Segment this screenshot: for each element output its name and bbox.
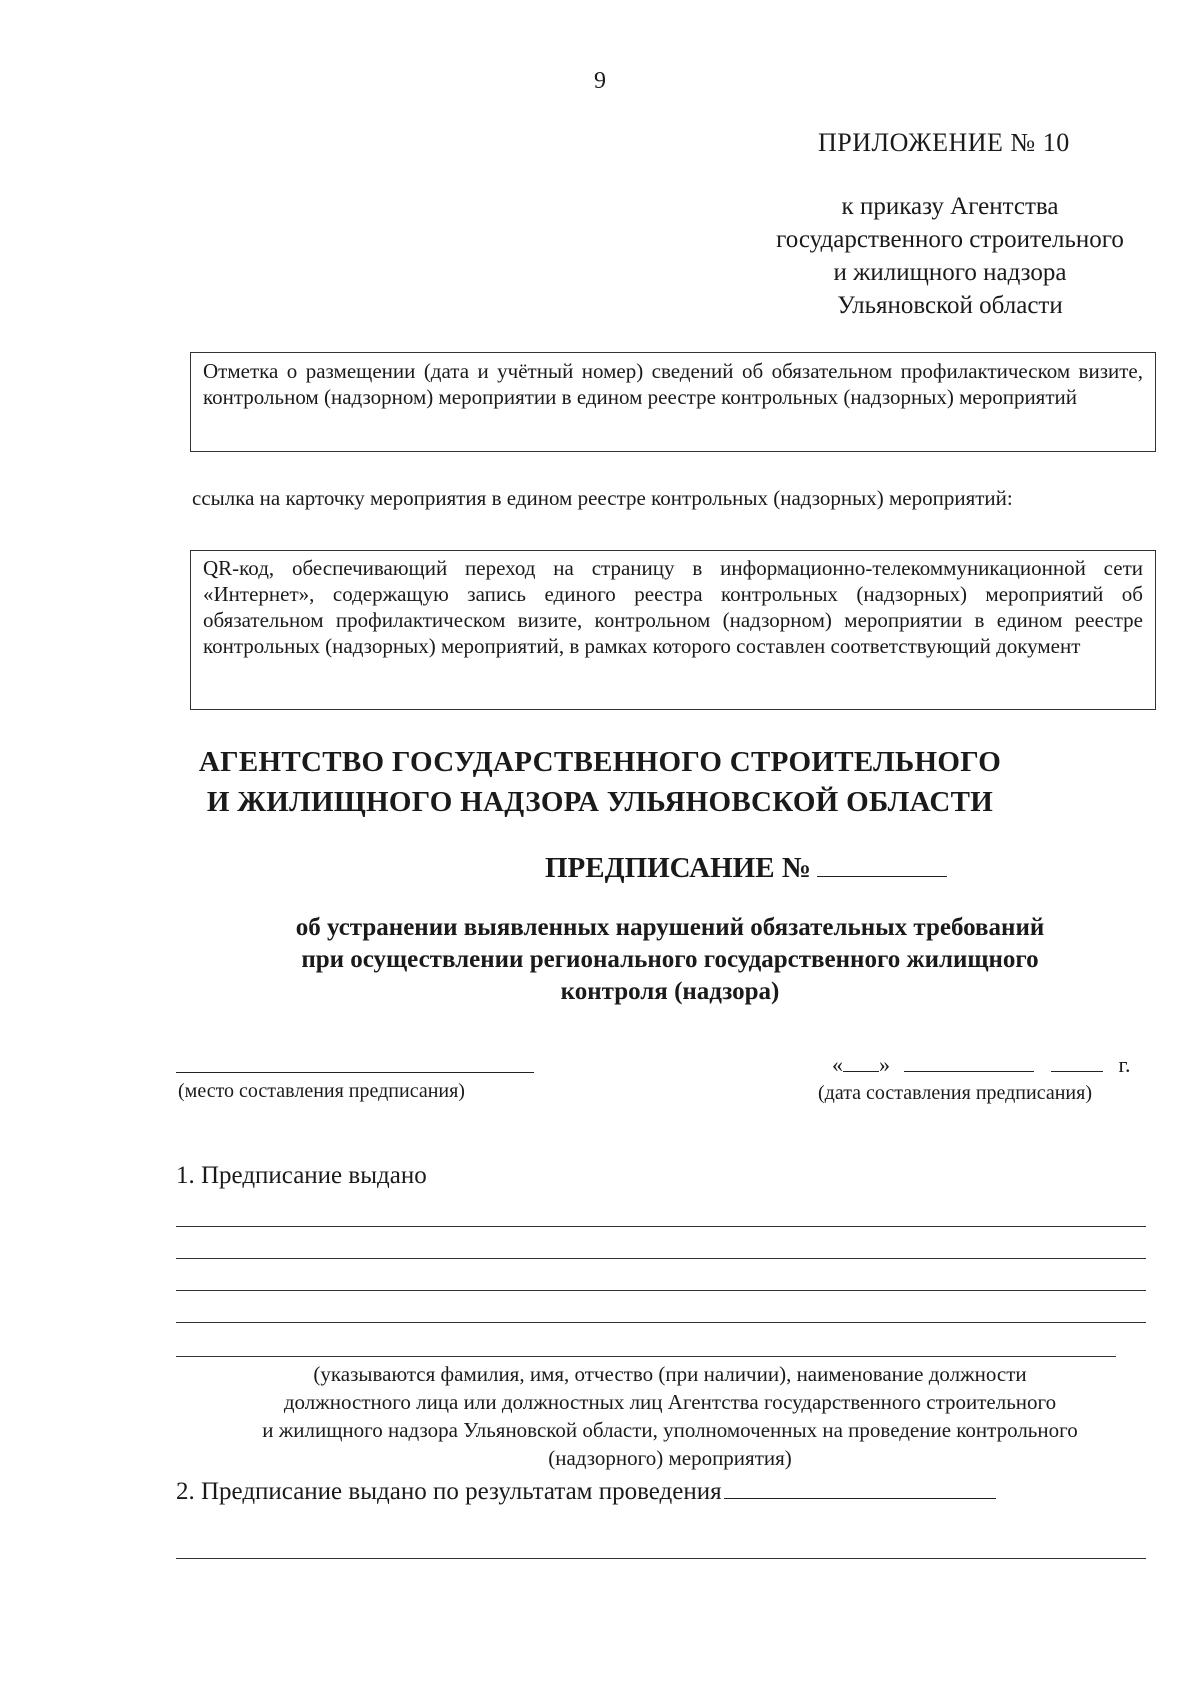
prescription-subject <box>0 912 1200 1008</box>
order-line: Ульяновской области <box>837 292 1063 319</box>
date-day-blank[interactable] <box>843 1053 879 1072</box>
prescription-title-text: ПРЕДПИСАНИЕ № <box>545 852 811 884</box>
order-line: и жилищного надзора <box>833 259 1067 286</box>
date-caption: (дата составления предписания) <box>818 1082 1092 1104</box>
qr-code-text: QR-код, обеспечивающий переход на страницу в информационно-телекоммуникационной сети «Интернет», содержащую запись единого реестра контрольных (надзорных) мероприятий об обязательном профилактическом визите, контрольном (надзорном) мероприятии в едином реестре контрольных (надзорных) мероприятий, в рамках которого составлен соответствующий документ <box>203 556 1143 658</box>
prescription-number-blank[interactable] <box>817 852 947 877</box>
item1-blank-line[interactable] <box>176 1290 1146 1291</box>
page-number: 9 <box>594 68 606 94</box>
place-blank[interactable] <box>176 1072 534 1073</box>
prescription-title <box>545 852 947 885</box>
subject-line: об устранении выявленных нарушений обязательных требований <box>295 914 1045 941</box>
qr-code-box <box>190 550 1156 710</box>
subject-line: контроля (надзора) <box>560 978 780 1005</box>
place-caption: (место составления предписания) <box>178 1080 465 1102</box>
date-open-quote: « <box>832 1052 843 1077</box>
officials-caption-line: и жилищного надзора Ульяновской области, уполномоченных на проведение контрольного <box>262 1418 1078 1442</box>
registry-mark-box <box>190 352 1156 452</box>
date-close-quote: » <box>879 1052 890 1077</box>
date-month-blank[interactable] <box>904 1053 1034 1072</box>
item2-label: 2. Предписание выдано по результатам проведения <box>176 1478 722 1505</box>
item2-row <box>176 1478 996 1506</box>
item1-label: 1. Предписание выдано <box>176 1162 427 1189</box>
agency-name-line: И ЖИЛИЩНОГО НАДЗОРА УЛЬЯНОВСКОЙ ОБЛАСТИ <box>206 786 994 818</box>
officials-caption-line: (указываются фамилия, имя, отчество (при наличии), наименование должности <box>313 1362 1027 1386</box>
date-year-suffix: г. <box>1118 1052 1131 1077</box>
item1-blank-line[interactable] <box>176 1322 1146 1323</box>
officials-caption-line: должностного лица или должностных лиц Агентства государственного строительного <box>283 1390 1057 1414</box>
appendix-title: ПРИЛОЖЕНИЕ № 10 <box>818 128 1070 157</box>
order-line: государственного строительного <box>776 226 1124 253</box>
order-line: к приказу Агентства <box>841 193 1059 220</box>
subject-line: при осуществлении регионального государственного жилищного <box>301 946 1039 973</box>
item2-blank-line[interactable] <box>176 1558 1146 1559</box>
registry-mark-text: Отметка о размещении (дата и учётный номер) сведений об обязательном профилактическом визите, контрольном (надзорном) мероприятии в едином реестре контрольных (надзорных) мероприятий <box>203 359 1143 409</box>
item1-blank-line[interactable] <box>176 1226 1146 1227</box>
item1-blank-line[interactable] <box>176 1258 1146 1259</box>
item2-blank[interactable] <box>724 1478 996 1499</box>
date-field <box>832 1052 1131 1078</box>
officials-caption <box>0 1360 1200 1472</box>
officials-caption-line: (надзорного) мероприятия) <box>548 1446 792 1470</box>
agency-name-line: АГЕНТСТВО ГОСУДАРСТВЕННОГО СТРОИТЕЛЬНОГО <box>198 746 1002 778</box>
item1-blank-line[interactable] <box>176 1356 1116 1357</box>
order-reference <box>740 190 1160 322</box>
agency-name <box>0 742 1200 822</box>
registry-link-caption: ссылка на карточку мероприятия в едином реестре контрольных (надзорных) мероприятий: <box>192 486 1013 510</box>
date-year-blank[interactable] <box>1051 1053 1103 1072</box>
